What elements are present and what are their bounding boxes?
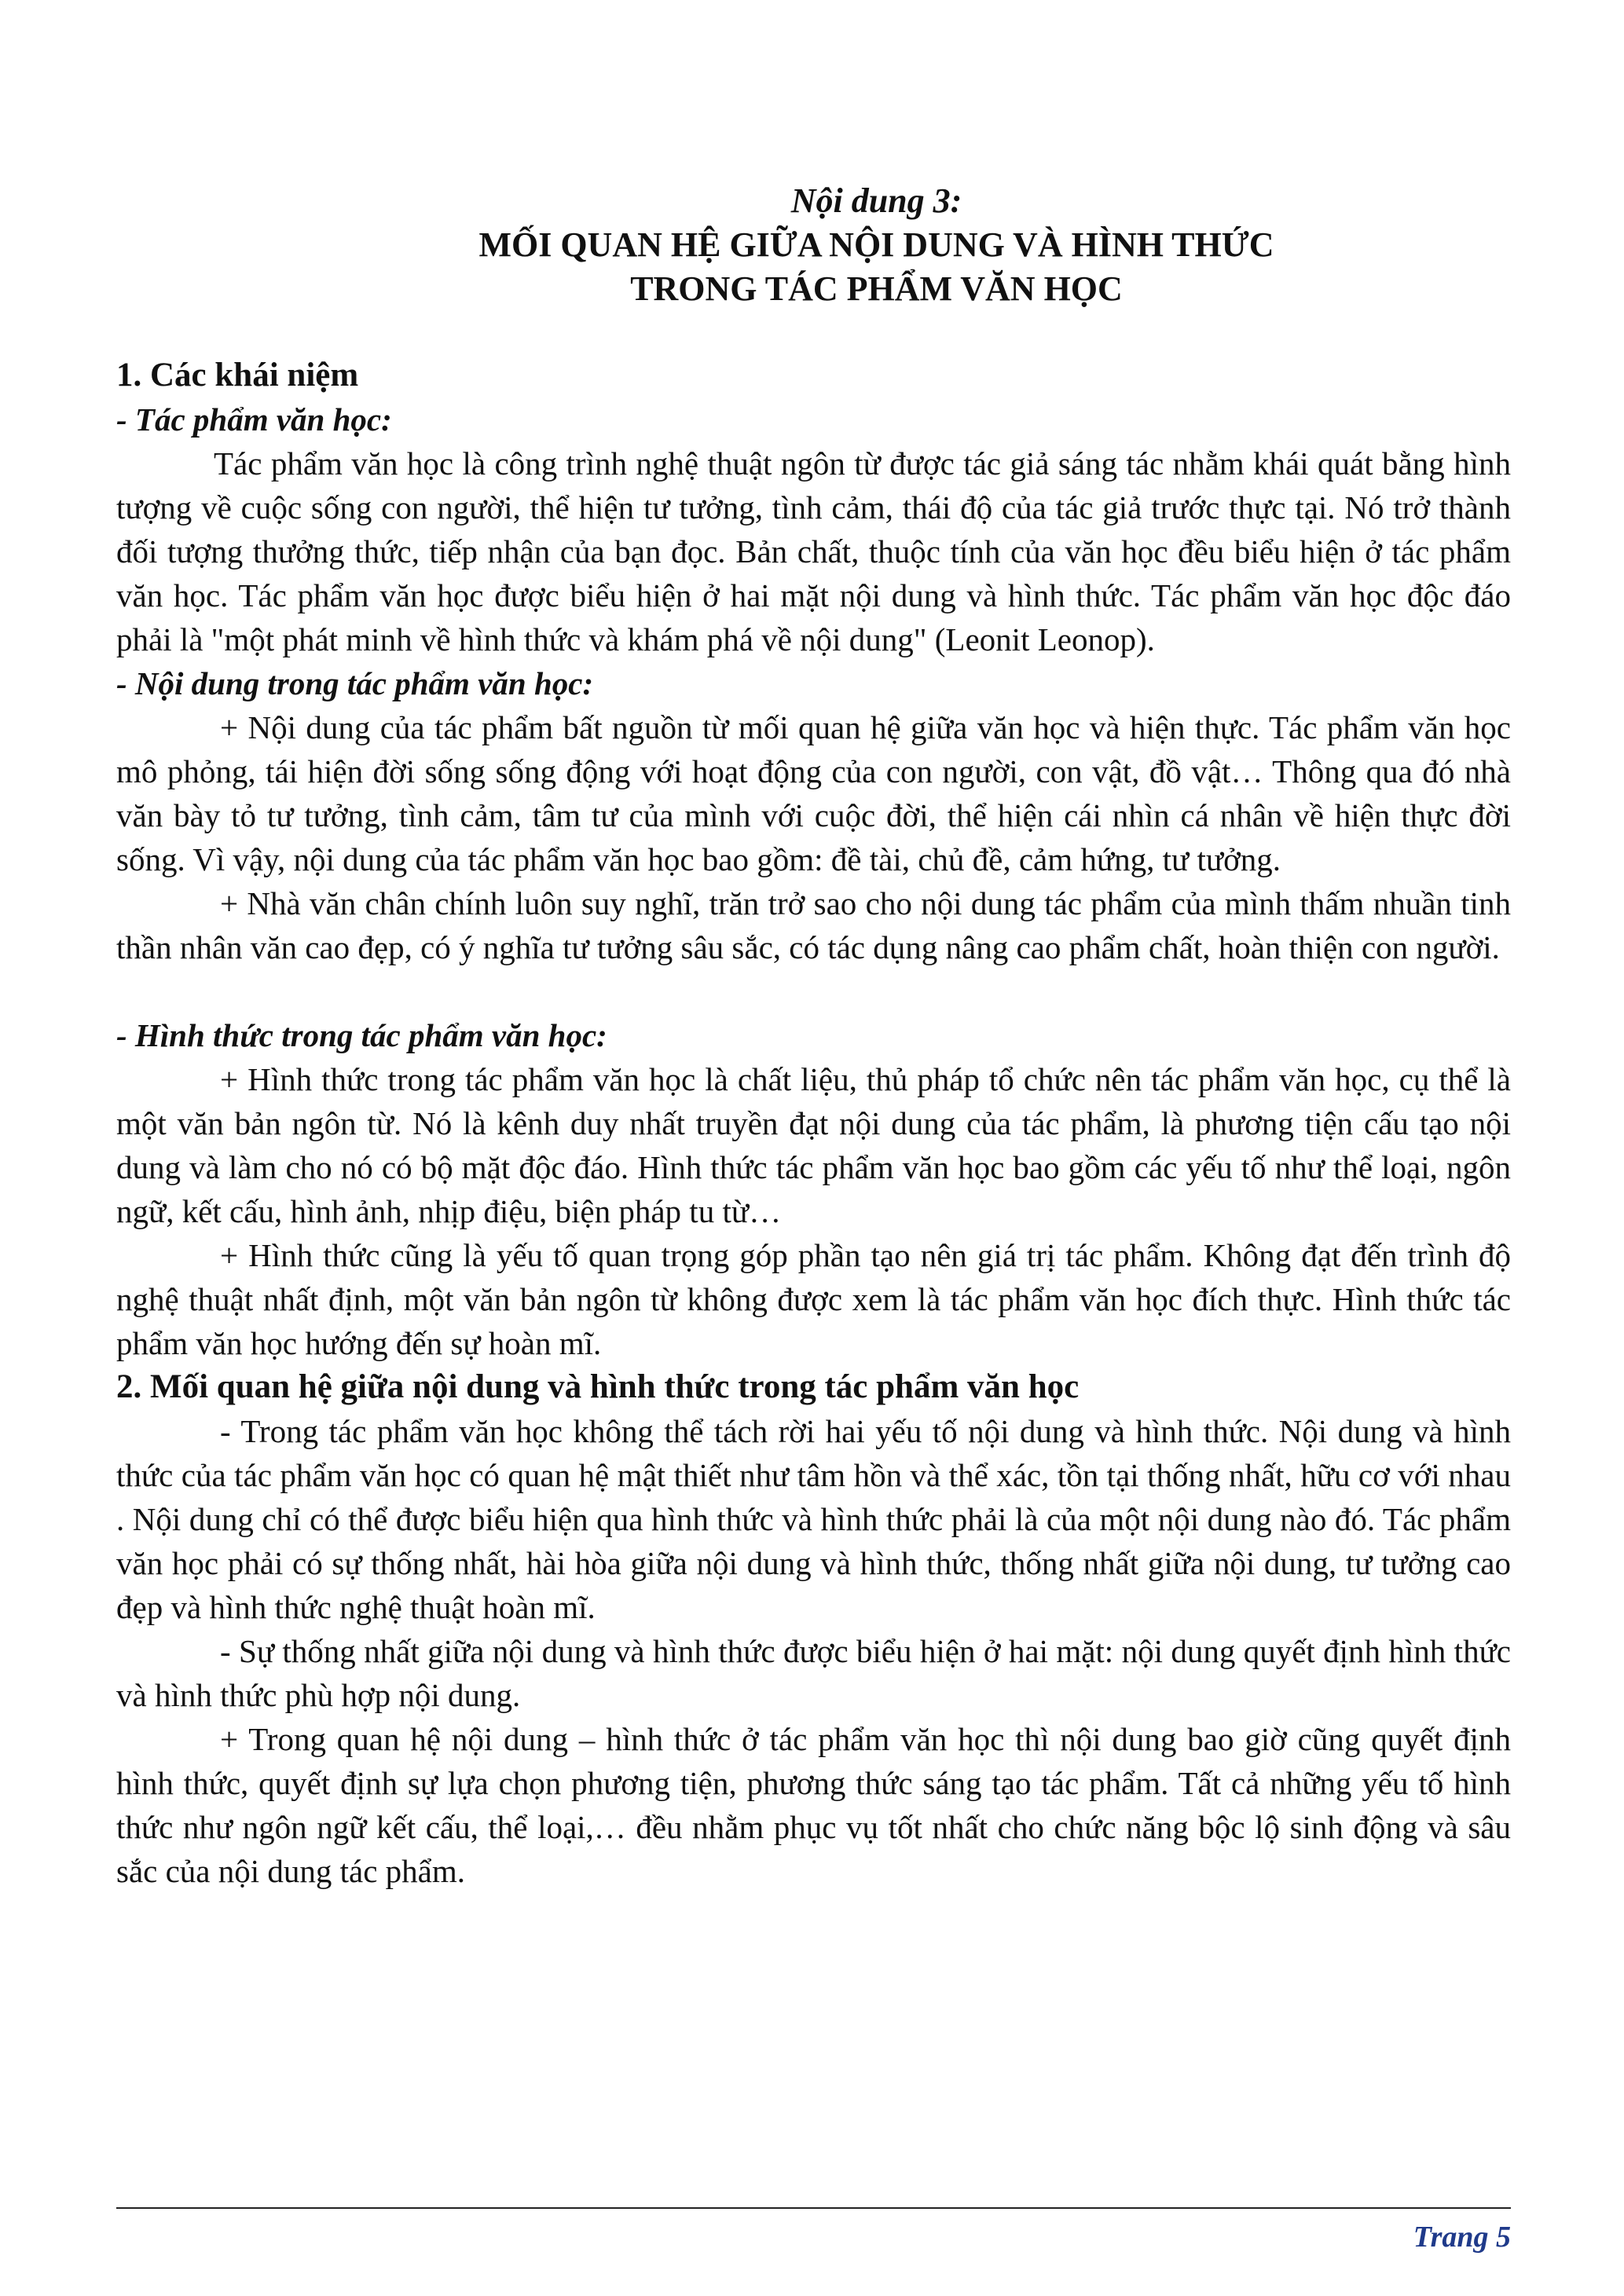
footer-divider: [116, 2207, 1511, 2209]
section-2-heading: 2. Mối quan hệ giữa nội dung và hình thức trong tác phẩm văn học: [116, 1368, 1080, 1405]
relation-paragraph-1: - Trong tác phẩm văn học không thể tách rời hai yếu tố nội dung và hình thức. Nội dung và hình thức của tác phẩm văn học có quan hệ mật thiết như tâm hồn và thể xác, tồn tại thống nhất, hữu cơ với nhau . Nội dung chỉ có thể được biểu hiện qua hình thức và hình thức phải là của một nội dung nào đó. Tác phẩm văn học phải có sự thống nhất, hài hòa giữa nội dung và hình thức, thống nhất giữa nội dung, tư tưởng cao đẹp và hình thức nghệ thuật hoàn mĩ.: [116, 1413, 1511, 1625]
section-1-heading: 1. Các khái niệm: [116, 357, 359, 394]
spacer: [116, 969, 1511, 1013]
subsection-content-heading: - Nội dung trong tác phẩm văn học:: [116, 665, 594, 701]
content-paragraph-1: + Nội dung của tác phẩm bất nguồn từ mối quan hệ giữa văn học và hiện thực. Tác phẩm văn học mô phỏng, tái hiện đời sống sống động với hoạt động của con người, con vật, đồ vật… Thông qua đó nhà văn bày tỏ tư tưởng, tình cảm, tâm tư của mình với cuộc đời, thể hiện cái nhìn cá nhân về hiện thực đời sống. Vì vậy, nội dung của tác phẩm văn học bao gồm: đề tài, chủ đề, cảm hứng, tư tưởng.: [116, 709, 1511, 877]
title-line-1: MỐI QUAN HỆ GIỮA NỘI DUNG VÀ HÌNH THỨC: [478, 225, 1274, 264]
page-number: Trang 5: [1413, 2221, 1511, 2254]
subsection-literary-work-heading: - Tác phẩm văn học:: [116, 401, 392, 438]
title-block: [258, 179, 1495, 311]
form-paragraph-2: + Hình thức cũng là yếu tố quan trọng góp phần tạo nên giá trị tác phẩm. Không đạt đến trình độ nghệ thuật nhất định, một văn bản ngôn từ không được xem là tác phẩm văn học đích thực. Hình thức tác phẩm văn học hướng đến sự hoàn mĩ.: [116, 1237, 1511, 1361]
content-label: Nội dung 3:: [790, 181, 962, 220]
form-paragraph-1: + Hình thức trong tác phẩm văn học là chất liệu, thủ pháp tổ chức nên tác phẩm văn học, cụ thể là một văn bản ngôn từ. Nó là kênh duy nhất truyền đạt nội dung của tác phẩm, là phương tiện cấu tạo nội dung và làm cho nó có bộ mặt độc đáo. Hình thức tác phẩm văn học bao gồm các yếu tố như thể loại, ngôn ngữ, kết cấu, hình ảnh, nhịp điệu, biện pháp tu từ…: [116, 1061, 1511, 1229]
page-content: [116, 179, 1511, 1893]
title-line-2: TRONG TÁC PHẨM VĂN HỌC: [630, 269, 1123, 308]
literary-work-paragraph: Tác phẩm văn học là công trình nghệ thuật ngôn từ được tác giả sáng tác nhằm khái quát bằng hình tượng về cuộc sống con người, thể hiện tư tưởng, tình cảm, thái độ của tác giả trước thực tại. Nó trở thành đối tượng thưởng thức, tiếp nhận của bạn đọc. Bản chất, thuộc tính của văn học đều biểu hiện ở tác phẩm văn học. Tác phẩm văn học được biểu hiện ở hai mặt nội dung và hình thức. Tác phẩm văn học độc đáo phải là "một phát minh về hình thức và khám phá về nội dung" (Leonit Leonop).: [116, 445, 1511, 657]
content-paragraph-2: + Nhà văn chân chính luôn suy nghĩ, trăn trở sao cho nội dung tác phẩm của mình thấm nhuần tinh thần nhân văn cao đẹp, có ý nghĩa tư tưởng sâu sắc, có tác dụng nâng cao phẩm chất, hoàn thiện con người.: [116, 885, 1511, 965]
relation-paragraph-2: - Sự thống nhất giữa nội dung và hình thức được biểu hiện ở hai mặt: nội dung quyết định hình thức và hình thức phù hợp nội dung.: [116, 1633, 1511, 1713]
subsection-form-heading: - Hình thức trong tác phẩm văn học:: [116, 1017, 607, 1053]
relation-paragraph-3: + Trong quan hệ nội dung – hình thức ở tác phẩm văn học thì nội dung bao giờ cũng quyết định hình thức, quyết định sự lựa chọn phương tiện, phương thức sáng tạo tác phẩm. Tất cả những yếu tố hình thức như ngôn ngữ kết cấu, thể loại,… đều nhằm phục vụ tốt nhất cho chức năng bộc lộ sinh động và sâu sắc của nội dung tác phẩm.: [116, 1721, 1511, 1889]
